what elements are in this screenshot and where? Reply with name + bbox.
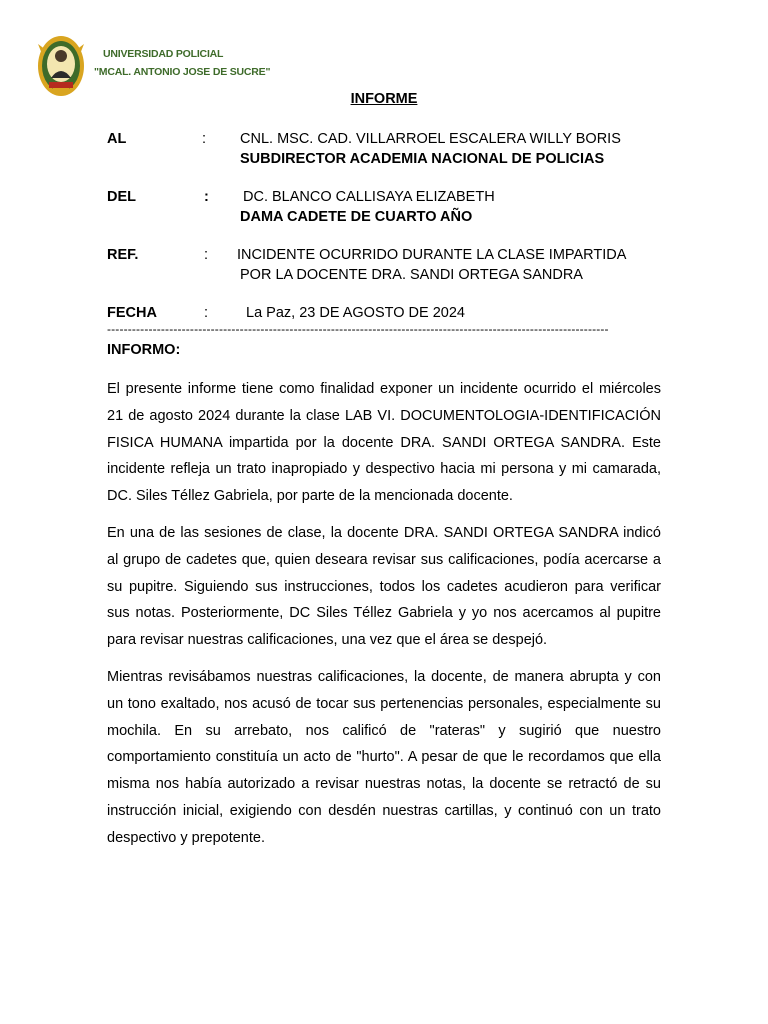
section-heading: INFORMO: <box>107 342 181 358</box>
field-ref <box>107 245 667 285</box>
field-fecha-label: FECHA <box>107 305 157 321</box>
field-ref-colon: : <box>204 247 209 263</box>
field-al <box>107 129 667 169</box>
letterhead <box>36 34 271 98</box>
field-del-name: DC. BLANCO CALLISAYA ELIZABETH <box>243 189 495 205</box>
field-al-colon: : <box>202 131 207 147</box>
field-ref-label: REF. <box>107 247 139 263</box>
report-body <box>107 376 661 862</box>
field-del-position: DAMA CADETE DE CUARTO AÑO <box>240 209 473 225</box>
university-seal-logo <box>36 34 86 98</box>
body-paragraph: En una de las sesiones de clase, la docente DRA. SANDI ORTEGA SANDRA indicó al grupo de cadetes que, quien deseara revisar sus calificaciones, podía acercarse a su pupitre. Siguiendo sus instrucciones, todos los cadetes acudieron para verificar sus notas. Posteriormente, DC Siles Téllez Gabriela y yo nos acercamos al pupitre para revisar nuestras calificaciones, una vez que el área se despejó. <box>107 524 661 649</box>
field-ref-line1: INCIDENTE OCURRIDO DURANTE LA CLASE IMPARTIDA <box>237 247 627 263</box>
field-al-name: CNL. MSC. CAD. VILLARROEL ESCALERA WILLY BORIS <box>240 131 621 147</box>
field-del-label: DEL <box>107 189 136 205</box>
field-al-label: AL <box>107 131 127 147</box>
institution-name-line2: "MCAL. ANTONIO JOSE DE SUCRE" <box>94 66 271 78</box>
institution-name-line1: UNIVERSIDAD POLICIAL <box>103 48 224 60</box>
document-title: INFORME <box>350 91 418 107</box>
field-del-colon: : <box>204 189 209 205</box>
body-paragraph: El presente informe tiene como finalidad exponer un incidente ocurrido el miércoles 21 de agosto 2024 durante la clase LAB VI. DOCUMENTOLOGIA-IDENTIFICACIÓN FISICA HUMANA impartida por la docente DRA. SANDI ORTEGA SANDRA. Este incidente refleja un trato inapropiado y despectivo hacia mi persona y mi camarada, DC. Siles Téllez Gabriela, por parte de la mencionada docente. <box>107 381 661 505</box>
field-al-position: SUBDIRECTOR ACADEMIA NACIONAL DE POLICIAS <box>240 151 605 167</box>
field-fecha <box>107 303 667 323</box>
dashed-divider: ------------------------------------------------------------------------------------------------------------------------- <box>107 322 609 336</box>
field-fecha-colon: : <box>204 305 209 321</box>
field-fecha-date: La Paz, 23 DE AGOSTO DE 2024 <box>246 305 465 321</box>
body-paragraph: Mientras revisábamos nuestras calificaciones, la docente, de manera abrupta y con un tono exaltado, nos acusó de tocar sus pertenencias personales, especialmente su mochila. En su arrebato, nos calificó de "rateras" y sugirió que nuestro comportamiento constituía un acto de "hurto". A pesar de que le recordamos que ella misma nos había autorizado a revisar nuestras notas, la docente se retractó de su instrucción inicial, exigiendo con desdén nuestras cartillas, y continuó con un trato despectivo y prepotente. <box>107 668 661 846</box>
field-ref-line2: POR LA DOCENTE DRA. SANDI ORTEGA SANDRA <box>240 267 583 283</box>
field-del <box>107 187 667 227</box>
